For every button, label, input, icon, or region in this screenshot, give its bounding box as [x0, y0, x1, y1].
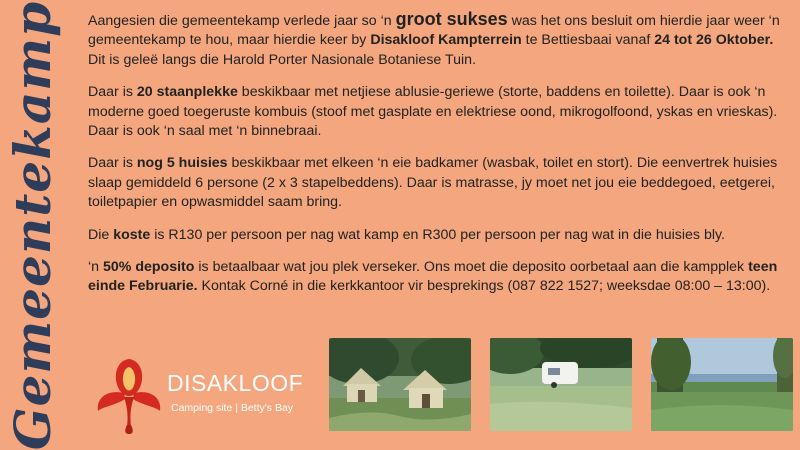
logo-name: DISAKLOOF	[167, 370, 304, 396]
paragraph-huisies: Daar is nog 5 huisies beskikbaar met elkeen ‘n eie badkamer (wasbak, toilet en stort). Die eenvertrek huisies slaap gemiddeld 6 persone (2 x 3 stapelbeddens). Daar is matrasse, jy moet net jou eie beddegoed, eetgerei, toiletpapier en opwasmiddel saam bring.	[88, 155, 778, 211]
vertical-title	[2, 0, 64, 450]
photo-huisies	[329, 338, 471, 431]
paragraph-koste: Die koste is R130 per persoon per nag wat kamp en R300 per persoon per nag wat in die huisies bly.	[88, 226, 725, 243]
photo-caravan	[490, 338, 632, 431]
highlight-deposito: 50% deposito	[102, 259, 195, 276]
highlight-stands: 20 staanplekke	[136, 84, 238, 101]
paragraph-deposito: ‘n 50% deposito is betaalbaar wat jou plek verseker. Ons moet die deposito oorbetaal aan die kampplek teen einde Februarie. Kontak Corné in die kerkkantoor vir besprekings (087 822 1527; weeksdae 08:00 – 13:00).	[88, 259, 778, 295]
photo-sea-view	[651, 338, 793, 431]
highlight-koste: koste	[113, 226, 151, 243]
highlight-venue: Disakloof Kampterrein	[370, 32, 522, 49]
paragraph-facilities: Daar is 20 staanplekke beskikbaar met netjiese ablusie-geriewe (storte, baddens en toilette). Daar is ook ‘n moderne goed toegeruste kombuis (stoof met gasplate en elektriese oond, mikrogolfoond, yskas en vrieskas). Daar is ook ‘n saal met ‘n binnebraai.	[88, 84, 778, 140]
page-title: Gemeentekamp	[3, 0, 63, 450]
disakloof-logo	[94, 355, 324, 435]
logo-subtitle: Camping site | Betty's Bay	[171, 402, 294, 414]
highlight-groot-sukses: groot sukses	[395, 9, 508, 29]
announcement-text	[88, 10, 788, 310]
highlight-huisies: nog 5 huisies	[136, 155, 228, 172]
paragraph-intro: Aangesien die gemeentekamp verlede jaar so ‘n groot sukses was het ons besluit om hierdie jaar weer ‘n gemeentekamp te hou, maar hierdie keer by Disakloof Kampterrein te Bettiesbaai vanaf 24 tot 26 Oktober. Dit is geleë langs die Harold Porter Nasionale Botaniese Tuin.	[88, 9, 780, 68]
highlight-dates: 24 tot 26 Oktober.	[654, 32, 774, 49]
highlight-deadline: teen einde Februarie.	[88, 259, 778, 295]
disa-flower-icon	[94, 355, 164, 435]
